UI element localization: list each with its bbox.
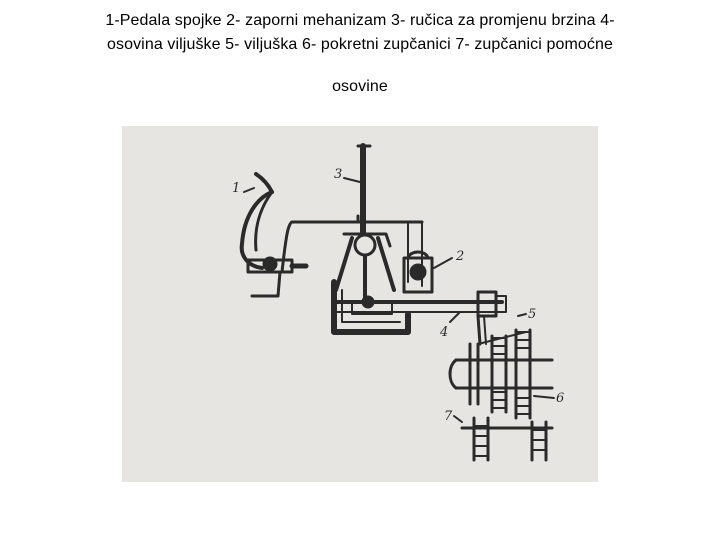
caption-line-3: osovine — [332, 78, 388, 95]
sliding-gears — [470, 330, 530, 418]
label-4: 4 — [440, 325, 449, 340]
gearbox-housing — [334, 282, 408, 332]
caption-line-1: 1-Pedala spojke 2- zaporni mehanizam 3- ručica za promjenu brzina 4- — [105, 12, 615, 29]
gearshift-mechanism-figure — [122, 126, 598, 482]
label-6: 6 — [556, 391, 565, 406]
label-7: 7 — [444, 409, 453, 424]
clutch-pedal — [242, 174, 306, 296]
countershaft-gears — [462, 418, 552, 460]
caption-line-2: osovina viljuške 5- viljuška 6- pokretni zupčanici 7- zupčanici pomoćne — [106, 36, 613, 53]
label-5: 5 — [528, 307, 537, 322]
mechanism-diagram — [122, 126, 598, 482]
lever-housing — [336, 234, 394, 298]
label-3: 3 — [334, 167, 343, 182]
label-2: 2 — [456, 249, 465, 264]
main-shaft — [450, 360, 552, 388]
shift-lever — [358, 146, 370, 244]
fork-shaft — [334, 292, 506, 316]
label-1: 1 — [232, 181, 241, 196]
